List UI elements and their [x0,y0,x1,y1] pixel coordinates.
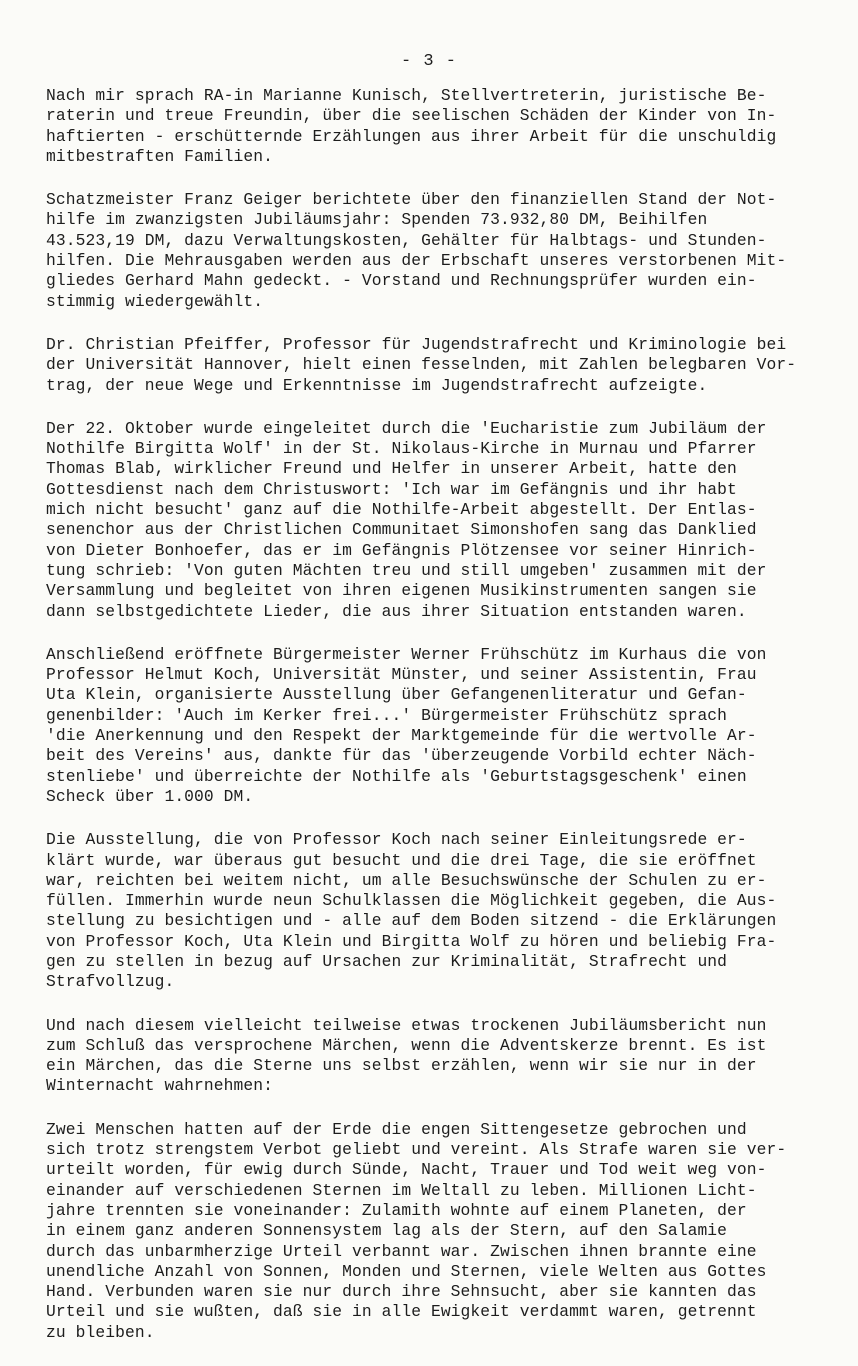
paragraph-fairy-tale-intro [46,1016,836,1097]
text-line: stimmig wiedergewählt. [46,291,264,311]
paragraph-exhibition-opening [46,645,836,807]
text-line: Hand. Verbunden waren sie nur durch ihre Sehnsucht, aber sie kannten das [46,1282,757,1302]
text-line: Zwei Menschen hatten auf der Erde die engen Sittengesetze gebrochen und [46,1119,747,1139]
text-line: gen zu stellen in bezug auf Ursachen zur Kriminalität, Strafrecht und [46,951,728,971]
text-line: genenbilder: 'Auch im Kerker frei...' Bürgermeister Frühschütz sprach [46,705,728,725]
paragraph-fairy-tale [46,1120,836,1343]
paragraph-pfeiffer [46,335,836,396]
text-line: hilfe im zwanzigsten Jubiläumsjahr: Spenden 73.932,80 DM, Beihilfen [46,210,708,230]
text-line: zu bleiben. [46,1322,155,1342]
paragraph-october-service [46,419,836,622]
text-line: stenliebe' und überreichte der Nothilfe als 'Geburtstagsgeschenk' einen [46,766,747,786]
text-line: zum Schluß das versprochene Märchen, wenn die Adventskerze brennt. Es ist [46,1035,767,1055]
text-line: mitbestraften Familien. [46,146,274,166]
text-line: Professor Helmut Koch, Universität Münster, und seiner Assistentin, Frau [46,665,757,685]
text-line: Urteil und sie wußten, daß sie in alle Ewigkeit verdammt waren, getrennt [46,1302,757,1322]
text-line: klärt wurde, war überaus gut besucht und die drei Tage, die sie eröffnet [46,850,757,870]
text-line: in einem ganz anderen Sonnensystem lag als der Stern, auf den Salamie [46,1221,728,1241]
text-line: dann selbstgedichtete Lieder, die aus ihrer Situation entstanden waren. [46,601,747,621]
text-line: Dr. Christian Pfeiffer, Professor für Jugendstrafrecht und Kriminologie bei [46,334,787,354]
text-line: Strafvollzug. [46,972,175,992]
text-line: Der 22. Oktober wurde eingeleitet durch die 'Eucharistie zum Jubiläum der [46,418,767,438]
text-line: Winternacht wahrnehmen: [46,1076,274,1096]
text-line: trag, der neue Wege und Erkenntnisse im Jugendstrafrecht aufzeigte. [46,375,708,395]
text-line: von Dieter Bonhoefer, das er im Gefängnis Plötzensee vor seiner Hinrich- [46,540,757,560]
text-line: Anschließend eröffnete Bürgermeister Werner Frühschütz im Kurhaus die von [46,644,767,664]
text-line: Gottesdienst nach dem Christuswort: 'Ich war im Gefängnis und ihr habt [46,479,737,499]
text-line: hilfen. Die Mehrausgaben werden aus der Erbschaft unseres verstorbenen Mit- [46,251,787,271]
text-line: Versammlung und begleitet von ihren eigenen Musikinstrumenten sangen sie [46,581,757,601]
text-line: Und nach diesem vielleicht teilweise etwas trockenen Jubiläumsbericht nun [46,1015,767,1035]
text-line: von Professor Koch, Uta Klein und Birgitta Wolf zu hören und beliebig Fra- [46,931,777,951]
text-line: jahre trennten sie voneinander: Zulamith wohnte auf einem Planeten, der [46,1200,747,1220]
text-line: senenchor aus der Christlichen Communitaet Simonshofen sang das Danklied [46,520,757,540]
text-line: 'die Anerkennung und den Respekt der Marktgemeinde für die wertvolle Ar- [46,726,757,746]
text-line: Scheck über 1.000 DM. [46,786,254,806]
text-line: mich nicht besucht' ganz auf die Nothilfe-Arbeit abgestellt. Der Entlas- [46,500,757,520]
text-line: Thomas Blab, wirklicher Freund und Helfer in unserer Arbeit, hatte den [46,459,737,479]
text-line: einander auf verschiedenen Sternen im Weltall zu leben. Millionen Licht- [46,1180,757,1200]
text-line: urteilt worden, für ewig durch Sünde, Nacht, Trauer und Tod weit weg von- [46,1160,767,1180]
text-line: war, reichten bei weitem nicht, um alle Besuchswünsche der Schulen zu er- [46,870,767,890]
text-line: durch das unbarmherzige Urteil verbannt war. Zwischen ihnen brannte eine [46,1241,757,1261]
text-line: stellung zu besichtigen und - alle auf dem Boden sitzend - die Erklärungen [46,911,777,931]
paragraph-exhibition-visits [46,830,836,992]
text-line: Schatzmeister Franz Geiger berichtete über den finanziellen Stand der Not- [46,190,777,210]
text-line: raterin und treue Freundin, über die seelischen Schäden der Kinder von In- [46,106,777,126]
text-line: Die Ausstellung, die von Professor Koch nach seiner Einleitungsrede er- [46,830,747,850]
paragraph-kunisch [46,86,836,167]
text-line: füllen. Immerhin wurde neun Schulklassen die Möglichkeit gegeben, die Aus- [46,891,777,911]
text-line: Nothilfe Birgitta Wolf' in der St. Nikolaus-Kirche in Murnau und Pfarrer [46,439,757,459]
letter-body [46,86,836,1366]
text-line: der Universität Hannover, hielt einen fesselnden, mit Zahlen belegbaren Vor- [46,355,797,375]
text-line: haftierten - erschütternde Erzählungen aus ihrer Arbeit für die unschuldig [46,126,777,146]
text-line: Nach mir sprach RA-in Marianne Kunisch, Stellvertreterin, juristische Be- [46,86,767,105]
text-line: sich trotz strengstem Verbot geliebt und vereint. Als Strafe waren sie ver- [46,1140,787,1160]
text-line: 43.523,19 DM, dazu Verwaltungskosten, Gehälter für Halbtags- und Stunden- [46,230,767,250]
text-line: Uta Klein, organisierte Ausstellung über Gefangenenliteratur und Gefan- [46,685,747,705]
text-line: ein Märchen, das die Sterne uns selbst erzählen, wenn wir sie nur in der [46,1056,757,1076]
text-line: unendliche Anzahl von Sonnen, Monden und Sternen, viele Welten aus Gottes [46,1261,767,1281]
text-line: beit des Vereins' aus, dankte für das 'überzeugende Vorbild echter Näch- [46,746,757,766]
page-number: - 3 - [400,52,457,71]
text-line: gliedes Gerhard Mahn gedeckt. - Vorstand und Rechnungsprüfer wurden ein- [46,271,757,291]
text-line: tung schrieb: 'Von guten Mächten treu und still umgeben' zusammen mit der [46,560,767,580]
paragraph-treasurer [46,190,836,312]
